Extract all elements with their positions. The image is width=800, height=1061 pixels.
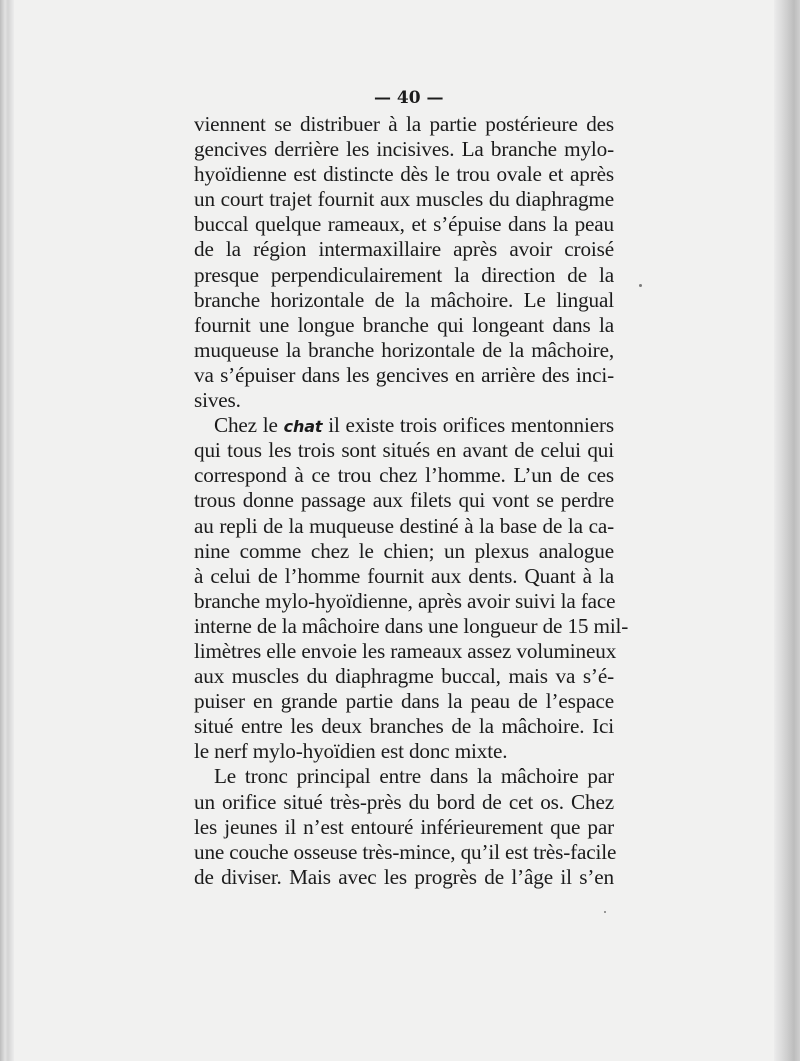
text-line: au repli de la muqueuse destiné à la base de la ca- — [194, 513, 614, 538]
text-line: buccal quelque rameaux, et s’épuise dans la peau — [194, 212, 614, 237]
text-line: trous donne passage aux filets qui vont se perdre — [194, 488, 614, 513]
text-line: une couche osseuse très-mince, qu’il est très-facile — [194, 839, 617, 864]
text-line: muqueuse la branche horizontale de la mâchoire, — [194, 337, 614, 362]
text-line: branche horizontale de la mâchoire. Le lingual — [194, 287, 614, 312]
text-line: limètres elle envoie les rameaux assez volumineux — [194, 638, 617, 663]
page-right-edge — [774, 0, 800, 1061]
text-segment: il existe trois orifices mentonniers — [328, 413, 614, 438]
text-line: va s’épuiser dans les gencives en arrière des inci- — [194, 362, 614, 387]
text-line: les jeunes il n’est entouré inférieurement que par — [194, 814, 614, 839]
paragraph-first-line — [194, 413, 614, 438]
text-line: gencives derrière les incisives. La branche mylo- — [194, 137, 614, 162]
page-left-edge — [0, 0, 14, 1061]
text-line: le nerf mylo-hyoïdien est donc mixte. — [194, 739, 508, 764]
text-line: branche mylo-hyoïdienne, après avoir suivi la face — [194, 588, 616, 613]
paper-speck — [639, 284, 642, 287]
text-line: hyoïdienne est distincte dès le trou ovale et après — [194, 162, 614, 187]
text-line: fournit une longue branche qui longeant dans la — [194, 312, 614, 337]
body-text — [194, 112, 629, 890]
text-line: sives. — [194, 388, 241, 413]
paper-speck — [604, 911, 606, 913]
text-line: à celui de l’homme fournit aux dents. Quant à la — [194, 563, 614, 588]
text-line: presque perpendiculairement la direction de la — [194, 262, 614, 287]
text-line: un orifice situé très-près du bord de cet os. Chez — [194, 789, 614, 814]
text-line: de la région intermaxillaire après avoir croisé — [194, 237, 614, 262]
emphasized-word: chat — [283, 417, 323, 437]
text-line: nine comme chez le chien; un plexus analogue — [194, 538, 614, 563]
text-line: puiser en grande partie dans la peau de l’espace — [194, 689, 614, 714]
text-line: de diviser. Mais avec les progrès de l’âge il s’en — [194, 864, 614, 889]
text-line: situé entre les deux branches de la mâchoire. Ici — [194, 714, 614, 739]
text-line: aux muscles du diaphragme buccal, mais va s’é- — [194, 664, 614, 689]
text-line: correspond à ce trou chez l’homme. L’un de ces — [194, 463, 614, 488]
page-number: — 40 — — [374, 88, 444, 108]
text-line: un court trajet fournit aux muscles du diaphragme — [194, 187, 614, 212]
text-line: qui tous les trois sont situés en avant de celui qui — [194, 438, 614, 463]
paragraph-first-line: Le tronc principal entre dans la mâchoire par — [214, 764, 614, 789]
text-line: interne de la mâchoire dans une longueur de 15 mil- — [194, 613, 629, 638]
text-segment: Chez le — [214, 413, 278, 438]
text-line: viennent se distribuer à la partie postérieure des — [194, 112, 614, 136]
